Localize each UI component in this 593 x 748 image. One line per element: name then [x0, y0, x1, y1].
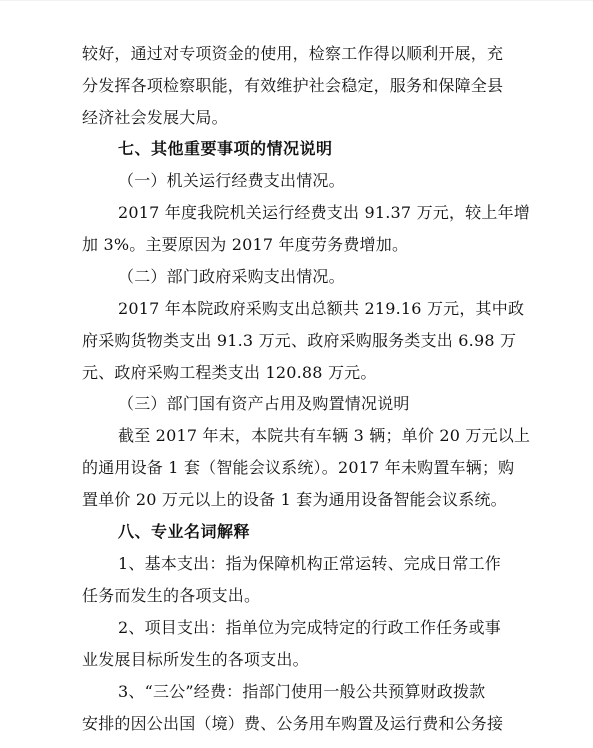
paragraph-line: 经济社会发展大局。: [82, 108, 228, 127]
paragraph-line: 加 3%。主要原因为 2017 年度劳务费增加。: [82, 235, 409, 254]
paragraph-line: 1、基本支出：指为保障机构正常运转、完成日常工作: [118, 554, 501, 573]
subheading: （二）部门政府采购支出情况。: [118, 267, 345, 286]
subheading: （一）机关运行经费支出情况。: [118, 171, 345, 190]
paragraph-line: 府采购货物类支出 91.3 万元、政府采购服务类支出 6.98 万: [82, 331, 517, 350]
paragraph-line: 分发挥各项检察职能，有效维护社会稳定，服务和保障全县: [82, 76, 504, 95]
paragraph-line: 的通用设备 1 套（智能会议系统）。2017 年未购置车辆；购: [82, 458, 515, 477]
paragraph-line: 安排的因公出国（境）费、公务用车购置及运行费和公务接: [82, 714, 504, 733]
paragraph-line: 业发展目标所发生的各项支出。: [82, 650, 309, 669]
paragraph-line: 2017 年本院政府采购支出总额共 219.16 万元，其中政: [118, 299, 525, 318]
paragraph-line: 元、政府采购工程类支出 120.88 万元。: [82, 363, 377, 382]
paragraph-line: 置单价 20 万元以上的设备 1 套为通用设备智能会议系统。: [82, 490, 507, 509]
subheading: （三）部门国有资产占用及购置情况说明: [118, 394, 410, 413]
paragraph-line: 2017 年度我院机关运行经费支出 91.37 万元，较上年增: [118, 203, 530, 222]
paragraph-line: 截至 2017 年末，本院共有车辆 3 辆；单价 20 万元以上: [118, 426, 531, 445]
page-top-edge: [0, 0, 593, 1]
paragraph-line: 较好，通过对专项资金的使用，检察工作得以顺利开展，充: [82, 44, 504, 63]
section-heading-8: 八、专业名词解释: [118, 522, 251, 541]
paragraph-line: 2、项目支出：指单位为完成特定的行政工作任务或事: [118, 618, 501, 637]
paragraph-line: 任务而发生的各项支出。: [82, 586, 261, 605]
paragraph-line: 3、“三公”经费：指部门使用一般公共预算财政拨款: [118, 682, 486, 701]
section-heading-7: 七、其他重要事项的情况说明: [118, 139, 333, 158]
